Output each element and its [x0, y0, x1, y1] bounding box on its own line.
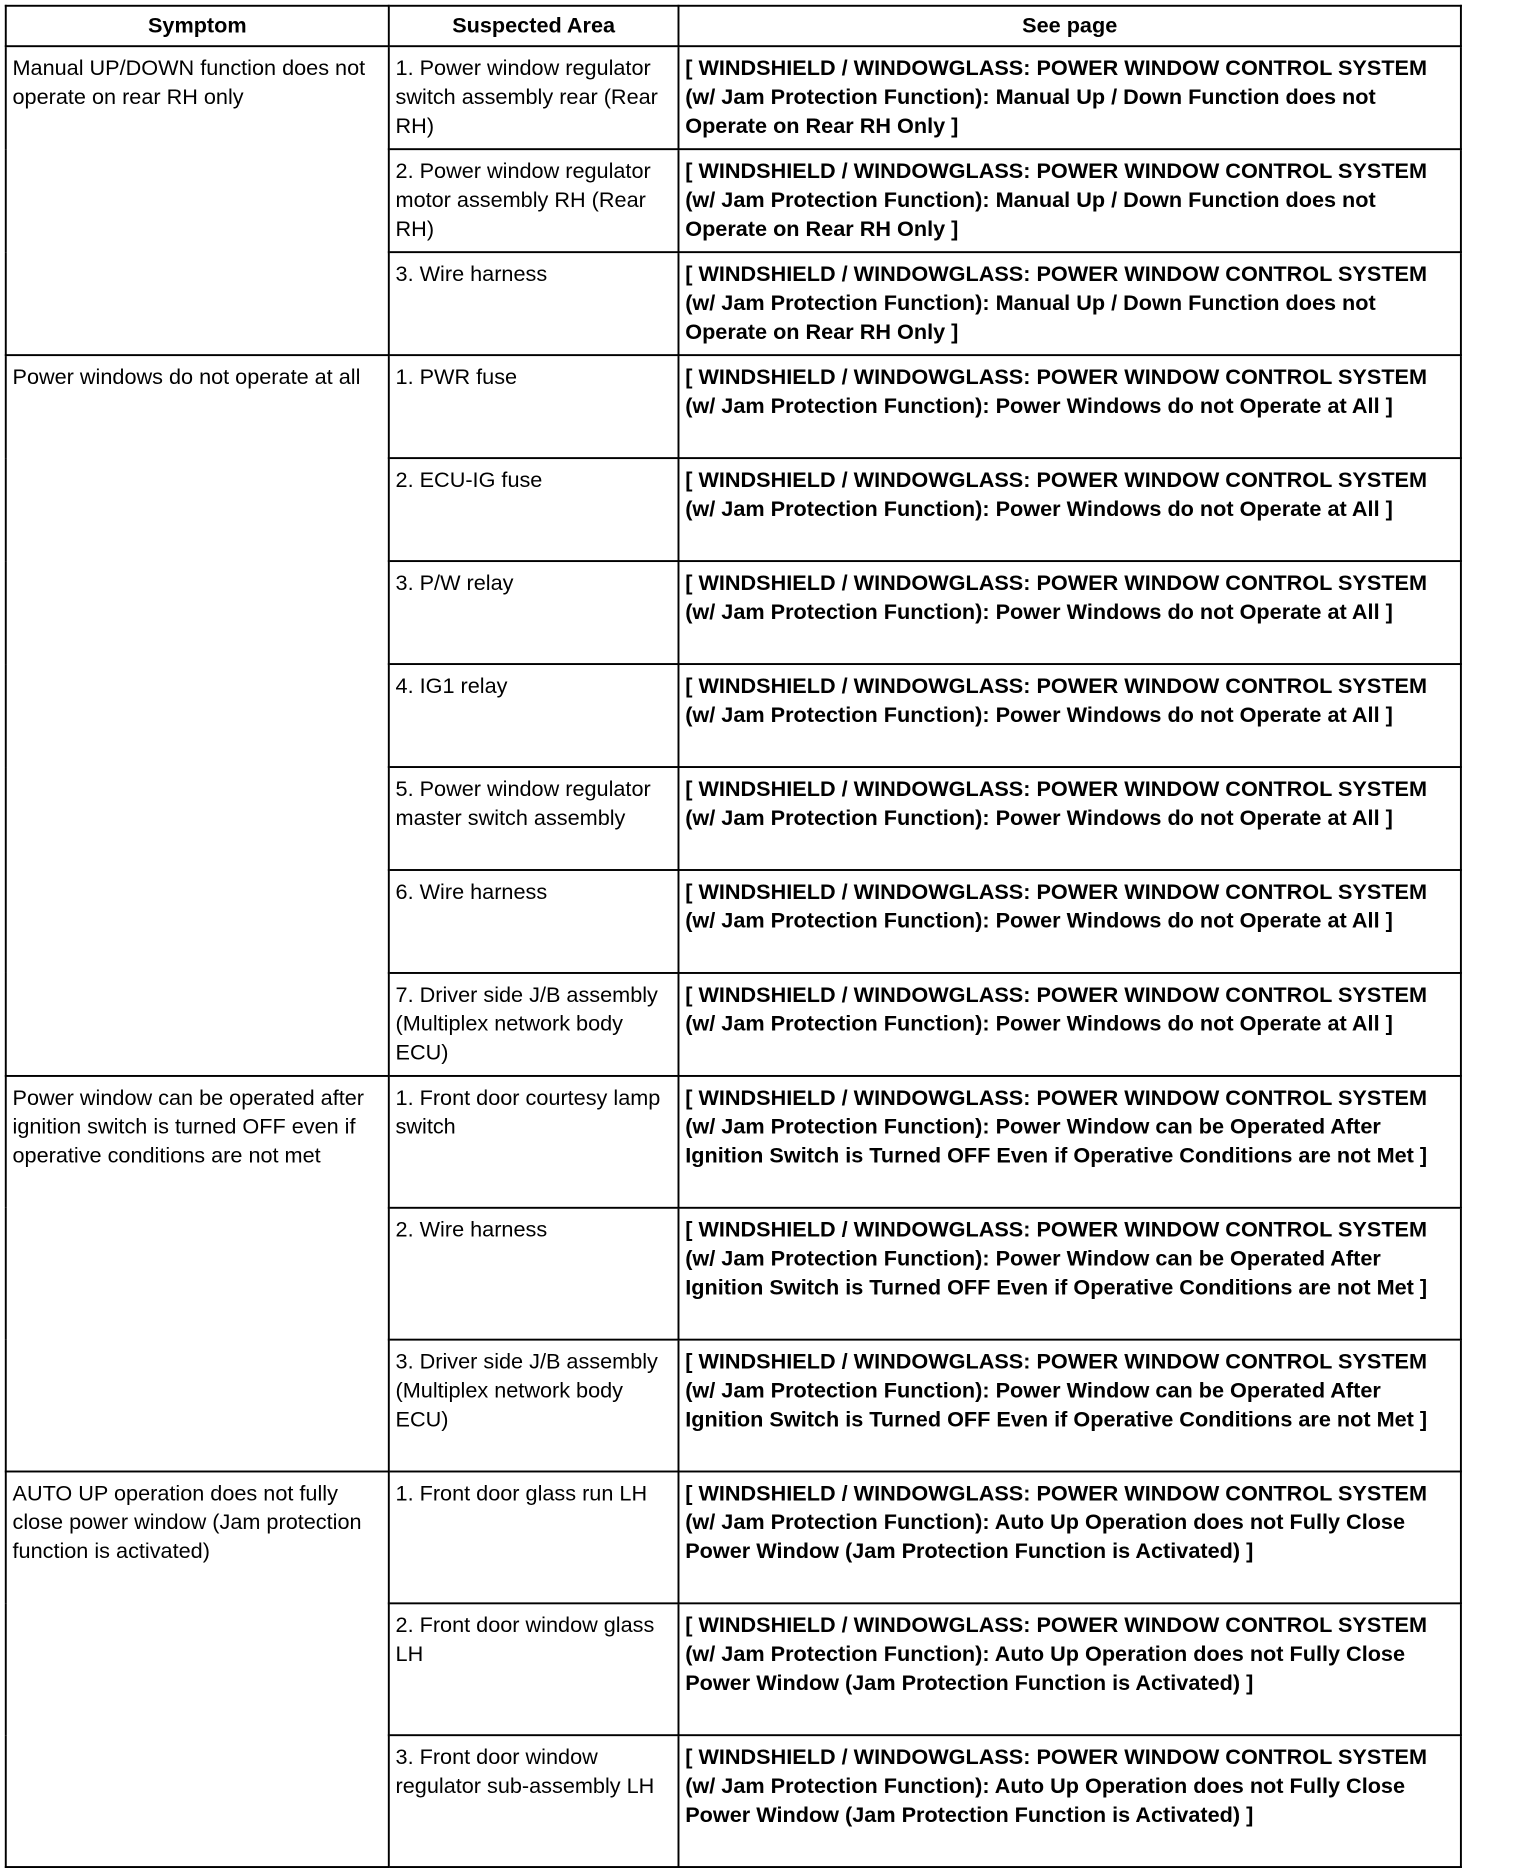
suspected-area-cell: 6. Wire harness: [389, 870, 679, 973]
see-page-link[interactable]: [ WINDSHIELD / WINDOWGLASS: POWER WINDOW CONTROL SYSTEM (w/ Jam Protection Function): Power Window can be Operated After Ignition Switch is Turned OFF Even if Operative Conditions are not Met ]: [678, 1208, 1460, 1340]
table-row: [6, 1076, 1461, 1208]
symptom-cell: Power window can be operated after ignition switch is turned OFF even if operative conditions are not met: [6, 1076, 389, 1472]
see-page-link[interactable]: [ WINDSHIELD / WINDOWGLASS: POWER WINDOW CONTROL SYSTEM (w/ Jam Protection Function): Power Windows do not Operate at All ]: [678, 664, 1460, 767]
table-row: [6, 46, 1461, 149]
see-page-link[interactable]: [ WINDSHIELD / WINDOWGLASS: POWER WINDOW CONTROL SYSTEM (w/ Jam Protection Function): Power Window can be Operated After Ignition Switch is Turned OFF Even if Operative Conditions are not Met ]: [678, 1340, 1460, 1472]
suspected-area-cell: 3. Wire harness: [389, 252, 679, 355]
suspected-area-cell: 2. ECU-IG fuse: [389, 458, 679, 561]
suspected-area-cell: 1. Power window regulator switch assembly rear (Rear RH): [389, 46, 679, 149]
suspected-area-cell: 1. PWR fuse: [389, 355, 679, 458]
problem-symptoms-table: [5, 5, 1462, 1868]
header-row: [6, 6, 1461, 46]
suspected-area-cell: 3. Front door window regulator sub-assembly LH: [389, 1735, 679, 1867]
see-page-link[interactable]: [ WINDSHIELD / WINDOWGLASS: POWER WINDOW CONTROL SYSTEM (w/ Jam Protection Function): Power Window can be Operated After Ignition Switch is Turned OFF Even if Operative Conditions are not Met ]: [678, 1076, 1460, 1208]
see-page-link[interactable]: [ WINDSHIELD / WINDOWGLASS: POWER WINDOW CONTROL SYSTEM (w/ Jam Protection Function): Power Windows do not Operate at All ]: [678, 561, 1460, 664]
see-page-link[interactable]: [ WINDSHIELD / WINDOWGLASS: POWER WINDOW CONTROL SYSTEM (w/ Jam Protection Function): Power Windows do not Operate at All ]: [678, 973, 1460, 1076]
see-page-link[interactable]: [ WINDSHIELD / WINDOWGLASS: POWER WINDOW CONTROL SYSTEM (w/ Jam Protection Function): Auto Up Operation does not Fully Close Power Window (Jam Protection Function is Activated) ]: [678, 1603, 1460, 1735]
symptom-cell: Power windows do not operate at all: [6, 355, 389, 1076]
table-row: [6, 355, 1461, 458]
suspected-area-cell: 2. Wire harness: [389, 1208, 679, 1340]
suspected-area-cell: 5. Power window regulator master switch assembly: [389, 767, 679, 870]
suspected-area-cell: 2. Front door window glass LH: [389, 1603, 679, 1735]
header-symptom: Symptom: [6, 6, 389, 46]
see-page-link[interactable]: [ WINDSHIELD / WINDOWGLASS: POWER WINDOW CONTROL SYSTEM (w/ Jam Protection Function): Manual Up / Down Function does not Operate on Rear RH Only ]: [678, 46, 1460, 149]
suspected-area-cell: 3. Driver side J/B assembly (Multiplex network body ECU): [389, 1340, 679, 1472]
see-page-link[interactable]: [ WINDSHIELD / WINDOWGLASS: POWER WINDOW CONTROL SYSTEM (w/ Jam Protection Function): Power Windows do not Operate at All ]: [678, 355, 1460, 458]
header-suspected-area: Suspected Area: [389, 6, 679, 46]
table-row: [6, 1471, 1461, 1603]
see-page-link[interactable]: [ WINDSHIELD / WINDOWGLASS: POWER WINDOW CONTROL SYSTEM (w/ Jam Protection Function): Power Windows do not Operate at All ]: [678, 870, 1460, 973]
see-page-link[interactable]: [ WINDSHIELD / WINDOWGLASS: POWER WINDOW CONTROL SYSTEM (w/ Jam Protection Function): Power Windows do not Operate at All ]: [678, 458, 1460, 561]
symptom-cell: Manual UP/DOWN function does not operate on rear RH only: [6, 46, 389, 355]
suspected-area-cell: 4. IG1 relay: [389, 664, 679, 767]
symptom-cell: AUTO UP operation does not fully close power window (Jam protection function is activated): [6, 1471, 389, 1867]
see-page-link[interactable]: [ WINDSHIELD / WINDOWGLASS: POWER WINDOW CONTROL SYSTEM (w/ Jam Protection Function): Manual Up / Down Function does not Operate on Rear RH Only ]: [678, 252, 1460, 355]
suspected-area-cell: 1. Front door glass run LH: [389, 1471, 679, 1603]
see-page-link[interactable]: [ WINDSHIELD / WINDOWGLASS: POWER WINDOW CONTROL SYSTEM (w/ Jam Protection Function): Power Windows do not Operate at All ]: [678, 767, 1460, 870]
suspected-area-cell: 3. P/W relay: [389, 561, 679, 664]
see-page-link[interactable]: [ WINDSHIELD / WINDOWGLASS: POWER WINDOW CONTROL SYSTEM (w/ Jam Protection Function): Auto Up Operation does not Fully Close Power Window (Jam Protection Function is Activated) ]: [678, 1471, 1460, 1603]
see-page-link[interactable]: [ WINDSHIELD / WINDOWGLASS: POWER WINDOW CONTROL SYSTEM (w/ Jam Protection Function): Auto Up Operation does not Fully Close Power Window (Jam Protection Function is Activated) ]: [678, 1735, 1460, 1867]
suspected-area-cell: 7. Driver side J/B assembly (Multiplex network body ECU): [389, 973, 679, 1076]
suspected-area-cell: 2. Power window regulator motor assembly RH (Rear RH): [389, 149, 679, 252]
see-page-link[interactable]: [ WINDSHIELD / WINDOWGLASS: POWER WINDOW CONTROL SYSTEM (w/ Jam Protection Function): Manual Up / Down Function does not Operate on Rear RH Only ]: [678, 149, 1460, 252]
header-see-page: See page: [678, 6, 1460, 46]
suspected-area-cell: 1. Front door courtesy lamp switch: [389, 1076, 679, 1208]
